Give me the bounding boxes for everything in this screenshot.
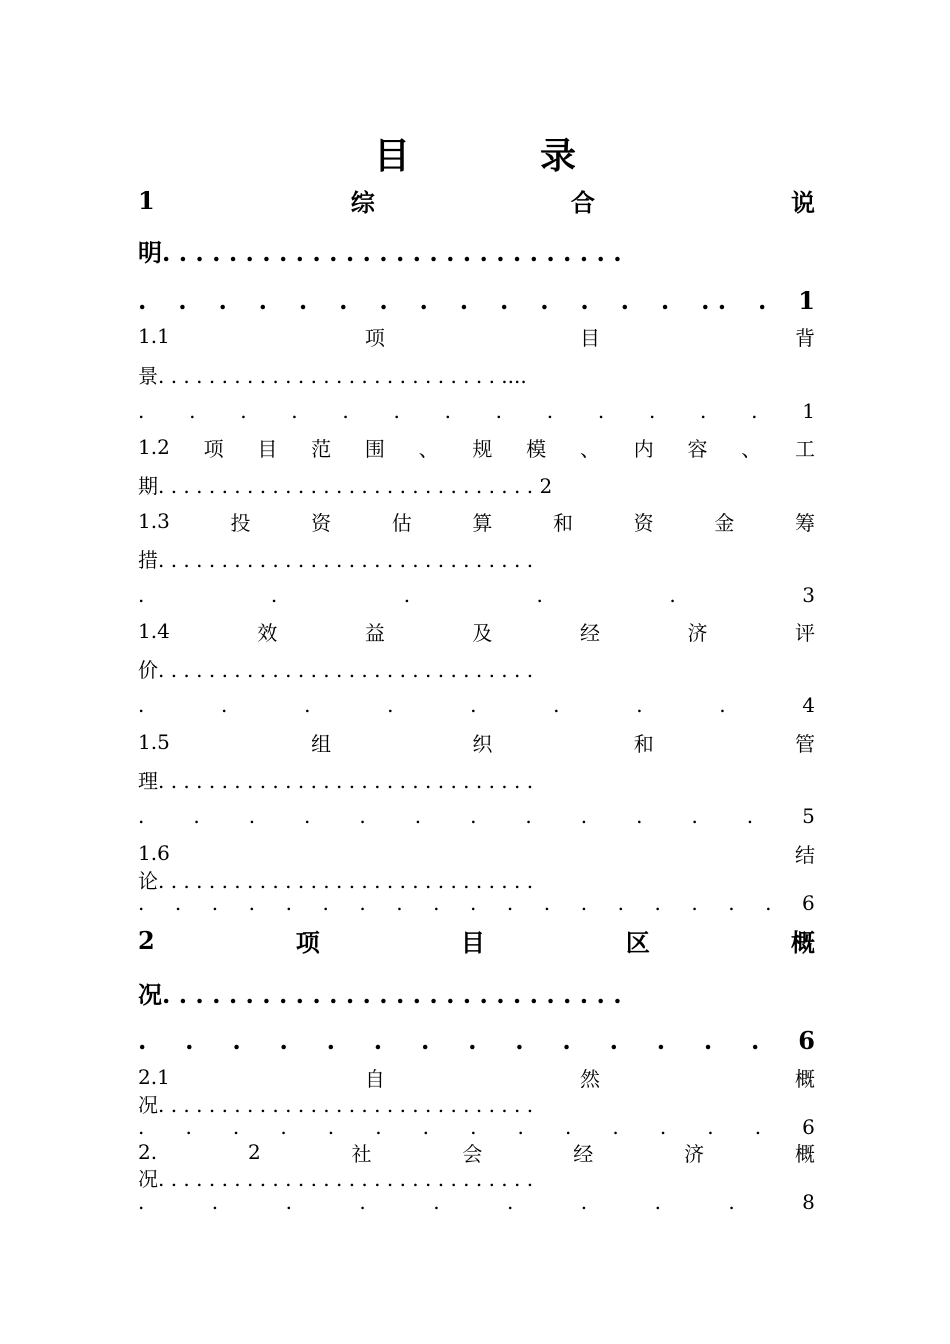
toc-line-segment: . bbox=[327, 1115, 335, 1139]
toc-line-segment: . bbox=[506, 891, 514, 915]
toc-line-segment: . bbox=[270, 583, 278, 607]
toc-line-segment: . bbox=[359, 1190, 366, 1214]
toc-line-segment: . bbox=[525, 804, 532, 828]
toc-line[interactable] bbox=[138, 1187, 815, 1217]
toc-line[interactable] bbox=[138, 764, 815, 794]
toc-line-segment: 1.5 bbox=[138, 730, 170, 754]
toc-line-segment: . bbox=[422, 1115, 429, 1139]
toc-line-segment: . bbox=[248, 891, 256, 915]
toc-line[interactable] bbox=[138, 285, 815, 315]
toc-line-segment: . bbox=[339, 285, 348, 315]
toc-line-segment: 会 bbox=[462, 1141, 483, 1166]
toc-line[interactable] bbox=[138, 235, 815, 265]
toc-line-segment: 范 bbox=[311, 436, 332, 461]
toc-line-segment: 区 bbox=[625, 927, 650, 957]
toc-line-segment: . bbox=[580, 891, 588, 915]
toc-line-segment: . bbox=[609, 1025, 618, 1055]
toc-line-segment: 投 bbox=[230, 510, 251, 535]
toc-line-segment: 和 bbox=[553, 510, 574, 535]
toc-line-segment: . bbox=[285, 891, 292, 915]
toc-line[interactable] bbox=[138, 396, 815, 426]
toc-line-segment: 济 bbox=[684, 1141, 705, 1166]
toc-line-segment: 1.1 bbox=[138, 324, 170, 348]
toc-line-segment: 目 bbox=[579, 325, 600, 350]
toc-line-segment: 、 bbox=[418, 436, 439, 461]
toc-line-segment: 、 bbox=[579, 436, 600, 461]
toc-line-segment: 况. . . . . . . . . . . . . . . . . . . . . . . . . . . . bbox=[138, 979, 622, 1009]
toc-line-segment: . bbox=[218, 285, 227, 315]
toc-line-segment: 概 bbox=[795, 1066, 815, 1091]
toc-line-segment: 说 bbox=[790, 187, 815, 217]
toc-line-segment: . bbox=[495, 399, 503, 423]
toc-line-segment: 合 bbox=[570, 187, 595, 217]
toc-line-segment: . bbox=[707, 1115, 714, 1139]
toc-line-segment: 金 bbox=[714, 510, 735, 535]
toc-line-segment: . . bbox=[701, 285, 727, 315]
toc-line-segment: . bbox=[612, 1115, 619, 1139]
toc-line-segment: . bbox=[546, 399, 554, 423]
toc-line-segment: 8 bbox=[802, 1190, 815, 1214]
toc-line-segment: . bbox=[322, 891, 329, 915]
toc-line-segment: . bbox=[185, 1115, 192, 1139]
toc-line-segment: . bbox=[765, 891, 772, 915]
toc-line[interactable] bbox=[138, 543, 815, 573]
toc-line-segment: 2.1 bbox=[138, 1065, 170, 1089]
toc-line-segment: 容 bbox=[687, 436, 708, 461]
toc-line-segment: . bbox=[240, 399, 247, 423]
toc-line-segment: . bbox=[728, 1190, 735, 1214]
toc-line-segment: 及 bbox=[472, 620, 493, 645]
toc-line-segment: . bbox=[138, 399, 145, 423]
toc-line-segment: . bbox=[517, 1115, 524, 1139]
toc-line-segment: . bbox=[279, 1025, 288, 1055]
toc-line-segment: 济 bbox=[687, 620, 708, 645]
toc-line-segment: 效 bbox=[257, 620, 278, 645]
toc-line-segment: . bbox=[375, 1115, 382, 1139]
toc-line-segment: 理. . . . . . . . . . . . . . . . . . . . . . . . . . . . . . bbox=[138, 768, 534, 793]
toc-line-segment: 和 bbox=[633, 731, 654, 756]
toc-line-segment: . bbox=[359, 804, 366, 828]
toc-line-segment: . bbox=[285, 1190, 292, 1214]
toc-line-segment: . bbox=[342, 399, 349, 423]
toc-line-segment: 估 bbox=[391, 510, 412, 535]
toc-line-segment: 2. bbox=[138, 1140, 158, 1164]
toc-line-segment: 3 bbox=[802, 583, 815, 607]
toc-line-segment: 目 bbox=[460, 927, 485, 957]
toc-line-segment: 措. . . . . . . . . . . . . . . . . . . . . . . . . . . . . . bbox=[138, 547, 534, 572]
toc-line[interactable] bbox=[138, 690, 815, 720]
toc-line-segment: 价. . . . . . . . . . . . . . . . . . . . . . . . . . . . . . bbox=[138, 657, 534, 682]
toc-line-segment: . bbox=[232, 1025, 241, 1055]
toc-line-segment: 1 bbox=[138, 185, 155, 215]
toc-line-segment: 项 bbox=[295, 927, 320, 957]
toc-line-segment: . bbox=[562, 1025, 571, 1055]
toc-line-segment: . bbox=[298, 285, 308, 315]
toc-line-segment: . bbox=[758, 285, 767, 315]
toc-line-segment: . bbox=[419, 285, 428, 315]
toc-line-segment: . bbox=[669, 583, 676, 607]
toc-line[interactable] bbox=[138, 359, 815, 389]
title-char-2: 录 bbox=[540, 135, 577, 177]
toc-line-segment: 明. . . . . . . . . . . . . . . . . . . . . . . . . . . . bbox=[138, 237, 622, 267]
toc-line-segment: . bbox=[470, 891, 477, 915]
toc-line-segment: . bbox=[138, 1025, 147, 1055]
toc-line-segment: . bbox=[746, 804, 754, 828]
toc-line-segment: 规 bbox=[472, 436, 493, 461]
toc-line-segment: . bbox=[174, 891, 182, 915]
toc-line-segment: 4 bbox=[802, 693, 815, 717]
toc-line-segment: . bbox=[636, 804, 643, 828]
toc-line-segment: . bbox=[193, 804, 200, 828]
toc-line-segment: . bbox=[178, 285, 187, 315]
toc-line-segment: 论. . . . . . . . . . . . . . . . . . . . . . . . . . . . . . bbox=[138, 868, 534, 893]
toc-line[interactable] bbox=[138, 977, 815, 1007]
toc-line-segment: 概 bbox=[794, 1141, 815, 1166]
toc-line-segment: . bbox=[433, 1190, 440, 1214]
toc-line[interactable] bbox=[138, 616, 815, 646]
toc-line-segment: 6 bbox=[802, 891, 815, 915]
toc-line-segment: 1.4 bbox=[138, 619, 170, 643]
toc-line-segment: . bbox=[326, 1025, 335, 1055]
toc-line-segment: . bbox=[691, 804, 698, 828]
toc-line-segment: 结 bbox=[795, 842, 815, 867]
toc-line-segment: 目 bbox=[257, 436, 278, 461]
toc-line-segment: . bbox=[468, 1025, 477, 1055]
toc-line-segment: . bbox=[138, 285, 147, 315]
toc-line-segment: . bbox=[304, 693, 311, 717]
toc-line-segment: . bbox=[754, 1115, 762, 1139]
toc-line[interactable] bbox=[138, 321, 815, 351]
toc-line-segment: . bbox=[540, 285, 549, 315]
toc-line-segment: . bbox=[396, 891, 403, 915]
toc-line-segment: . bbox=[617, 891, 624, 915]
toc-line-segment: 资 bbox=[633, 510, 654, 535]
toc-line-segment: . bbox=[536, 583, 543, 607]
toc-line-segment: 益 bbox=[364, 620, 385, 645]
toc-line-segment: . bbox=[470, 1115, 477, 1139]
toc-line-segment: . bbox=[414, 804, 422, 828]
toc-line[interactable] bbox=[138, 432, 815, 462]
page-title bbox=[0, 128, 950, 179]
toc-line-segment: 筹 bbox=[794, 510, 815, 535]
toc-line-segment: . bbox=[138, 891, 145, 915]
toc-line-segment: 算 bbox=[472, 510, 493, 535]
toc-line-segment: . bbox=[620, 285, 629, 315]
toc-line-segment: . bbox=[654, 891, 661, 915]
toc-line-segment: . bbox=[719, 693, 726, 717]
toc-line-segment: 1 bbox=[798, 285, 815, 315]
toc-line-segment: . bbox=[751, 1025, 760, 1055]
toc-line-segment: . bbox=[221, 693, 228, 717]
toc-line-segment: 综 bbox=[350, 187, 375, 217]
toc-line-segment: 2 bbox=[247, 1140, 261, 1164]
toc-line[interactable] bbox=[138, 653, 815, 683]
toc-line-segment: . bbox=[393, 399, 400, 423]
toc-line-segment: 5 bbox=[802, 804, 815, 828]
toc-line-segment: 评 bbox=[795, 620, 815, 645]
toc-line[interactable] bbox=[138, 727, 815, 757]
toc-line-segment: . bbox=[211, 1190, 219, 1214]
toc-line-segment: 1.3 bbox=[138, 509, 170, 533]
toc-line-segment: . bbox=[379, 285, 388, 315]
toc-line-segment: 、 bbox=[741, 436, 762, 461]
toc-line[interactable] bbox=[138, 1025, 815, 1055]
toc-line-segment: . bbox=[703, 1025, 713, 1055]
toc-line-segment: . bbox=[515, 1025, 524, 1055]
toc-line-segment: . bbox=[185, 1025, 194, 1055]
toc-line-segment: . bbox=[258, 285, 268, 315]
toc-line-segment: 况. . . . . . . . . . . . . . . . . . . . . . . . . . . . . . bbox=[138, 1092, 534, 1117]
toc-line-segment: . bbox=[248, 804, 256, 828]
toc-line-segment: . bbox=[433, 891, 440, 915]
toc-line-segment: . bbox=[232, 1115, 240, 1139]
toc-line-segment: 管 bbox=[795, 731, 815, 756]
toc-line-segment: 6 bbox=[802, 1115, 815, 1139]
toc-line-segment: 1.6 bbox=[138, 841, 170, 865]
toc-line-segment: . bbox=[304, 804, 311, 828]
toc-line-segment: 织 bbox=[472, 731, 493, 756]
toc-line-segment: 景. . . . . . . . . . . . . . . . . . . . . . . . . . . .... bbox=[138, 363, 527, 388]
toc-line-segment: . bbox=[564, 1115, 572, 1139]
toc-line-segment: 围 bbox=[364, 436, 385, 461]
toc-line-segment: 背 bbox=[795, 325, 815, 350]
toc-line[interactable] bbox=[138, 888, 815, 918]
toc-line-segment: . bbox=[280, 1115, 287, 1139]
toc-line-segment: . bbox=[138, 583, 145, 607]
toc-line-segment: 资 bbox=[311, 510, 332, 535]
toc-line-segment: 模 bbox=[526, 436, 547, 461]
toc-line[interactable] bbox=[138, 185, 815, 215]
toc-line-segment: . bbox=[691, 891, 698, 915]
toc-line-segment: 项 bbox=[364, 325, 385, 350]
toc-line-segment: 经 bbox=[579, 620, 600, 645]
toc-line-segment: . bbox=[470, 804, 477, 828]
toc-line-segment: . bbox=[459, 285, 469, 315]
toc-line[interactable] bbox=[138, 925, 815, 955]
toc-line-segment: . bbox=[138, 1190, 145, 1214]
toc-line-segment: 社 bbox=[351, 1141, 372, 1166]
toc-line-segment: . bbox=[580, 285, 589, 315]
toc-line-segment: 内 bbox=[633, 436, 654, 461]
toc-line-segment: 况. . . . . . . . . . . . . . . . . . . . . . . . . . . . . . bbox=[138, 1166, 534, 1191]
toc-line-segment: 工 bbox=[795, 436, 815, 461]
toc-line-segment: . bbox=[580, 1190, 588, 1214]
toc-line-segment: . bbox=[656, 1025, 666, 1055]
toc-line-segment: 组 bbox=[311, 731, 332, 756]
toc-line-segment: . bbox=[444, 399, 451, 423]
toc-line-segment: . bbox=[506, 1190, 514, 1214]
toc-line-segment: . bbox=[728, 891, 735, 915]
toc-line-segment: . bbox=[420, 1025, 430, 1055]
toc-line-segment: . bbox=[553, 693, 560, 717]
toc-line-segment: 期. . . . . . . . . . . . . . . . . . . . . . . . . . . . . . 2 bbox=[138, 473, 553, 498]
toc-line-segment: . bbox=[499, 285, 509, 315]
toc-line-segment: . bbox=[660, 285, 670, 315]
toc-line-segment: . bbox=[138, 804, 145, 828]
toc-line-segment: . bbox=[470, 693, 477, 717]
toc-line-segment: . bbox=[189, 399, 196, 423]
toc-line-segment: 1 bbox=[802, 399, 815, 423]
toc-line-segment: . bbox=[138, 1115, 145, 1139]
title-char-1: 目 bbox=[373, 135, 410, 177]
toc-line-segment: 2 bbox=[138, 925, 155, 955]
toc-line-segment: . bbox=[359, 891, 366, 915]
toc-line-segment: . bbox=[387, 693, 394, 717]
toc-line-segment: . bbox=[291, 399, 298, 423]
toc-line-segment: 经 bbox=[573, 1141, 594, 1166]
toc-line-segment: . bbox=[597, 399, 605, 423]
toc-line-segment: . bbox=[403, 583, 411, 607]
toc-line-segment: . bbox=[373, 1025, 383, 1055]
toc-line-segment: . bbox=[543, 891, 551, 915]
toc-line-segment: . bbox=[211, 891, 219, 915]
toc-line-segment: . bbox=[700, 399, 707, 423]
toc-line[interactable] bbox=[138, 469, 815, 499]
toc-line-segment: 概 bbox=[790, 927, 815, 957]
toc-line-segment: . bbox=[580, 804, 588, 828]
toc-line[interactable] bbox=[138, 801, 815, 831]
toc-line-segment: 1.2 bbox=[138, 435, 170, 459]
toc-line-segment: . bbox=[648, 399, 656, 423]
toc-line[interactable] bbox=[138, 506, 815, 536]
toc-line-segment: 项 bbox=[203, 436, 224, 461]
toc-line[interactable] bbox=[138, 580, 815, 610]
toc-line-segment: . bbox=[138, 693, 145, 717]
toc-line-segment: 6 bbox=[798, 1025, 815, 1055]
toc-line-segment: . bbox=[636, 693, 643, 717]
toc-line-segment: 然 bbox=[579, 1066, 600, 1091]
toc-line-segment: 自 bbox=[364, 1066, 385, 1091]
toc-line-segment: . bbox=[654, 1190, 661, 1214]
toc-line-segment: . bbox=[659, 1115, 667, 1139]
toc-line-segment: . bbox=[751, 399, 758, 423]
